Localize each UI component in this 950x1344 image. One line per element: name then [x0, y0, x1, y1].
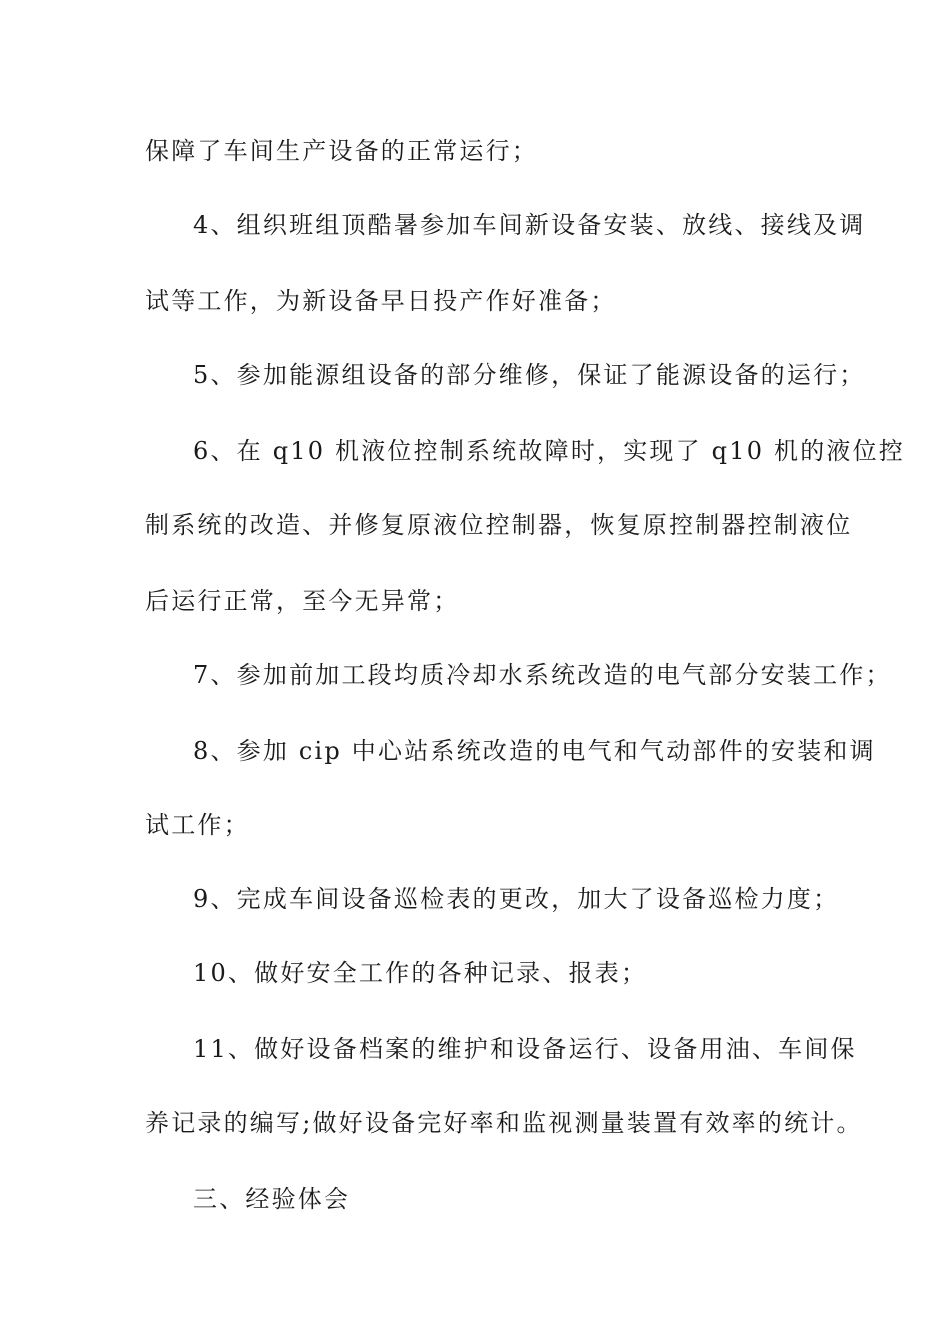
section-heading: 三、经验体会: [193, 1185, 351, 1213]
list-item-6: 6、在 q10 机液位控制系统故障时，实现了 q10 机的液位控: [193, 437, 905, 465]
text-line: 试工作；: [145, 811, 250, 839]
list-item-7: 7、参加前加工段均质冷却水系统改造的电气部分安装工作；: [193, 661, 892, 689]
text-line: 保障了车间生产设备的正常运行；: [145, 137, 538, 165]
text-line: 养记录的编写;做好设备完好率和监视测量装置有效率的统计。: [145, 1109, 863, 1137]
list-item-8: 8、参加 cip 中心站系统改造的电气和气动部件的安装和调: [193, 737, 876, 765]
list-item-5: 5、参加能源组设备的部分维修，保证了能源设备的运行；: [193, 361, 866, 389]
text-line: 后运行正常，至今无异常；: [145, 587, 460, 615]
list-item-10: 10、做好安全工作的各种记录、报表；: [193, 959, 648, 987]
list-item-4: 4、组织班组顶酷暑参加车间新设备安装、放线、接线及调: [193, 211, 866, 239]
list-item-9: 9、完成车间设备巡检表的更改，加大了设备巡检力度；: [193, 885, 840, 913]
list-item-11: 11、做好设备档案的维护和设备运行、设备用油、车间保: [193, 1035, 857, 1063]
text-line: 试等工作，为新设备早日投产作好准备；: [145, 287, 617, 315]
text-line: 制系统的改造、并修复原液位控制器，恢复原控制器控制液位: [145, 511, 853, 539]
